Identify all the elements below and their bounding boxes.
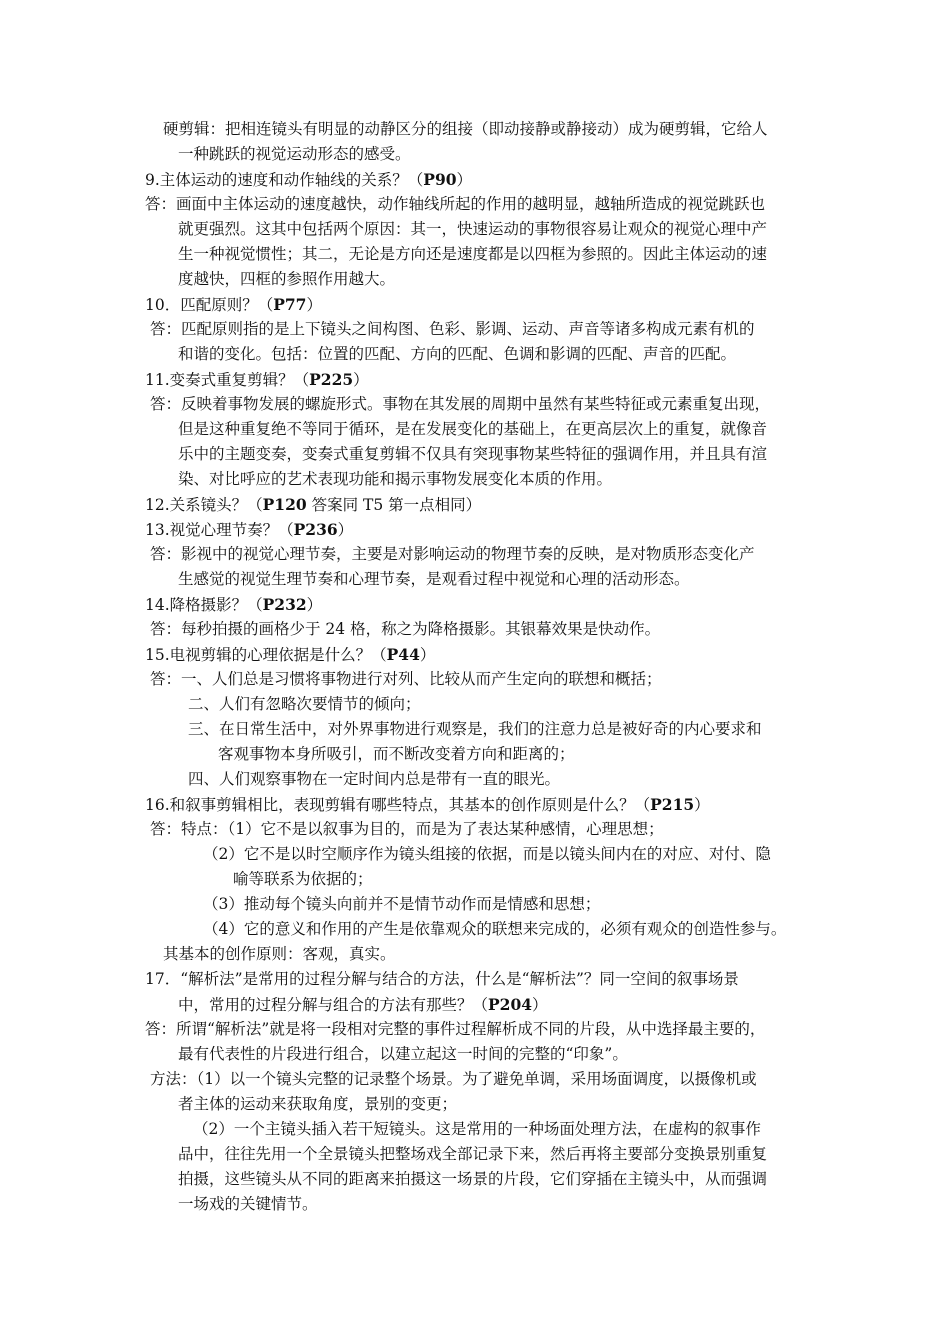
answer-line: 答：特点：（1）它不是以叙事为目的，而是为了表达某种感情，心理思想； xyxy=(150,820,664,838)
question-end: ） xyxy=(419,646,436,664)
question-text: 13.视觉心理节奏？（ xyxy=(145,521,294,539)
page-ref: P232 xyxy=(262,595,307,614)
question-heading xyxy=(145,517,353,543)
text-line: 者主体的运动来获取角度，景别的变更； xyxy=(178,1095,458,1113)
text-line: 一场戏的关键情节。 xyxy=(178,1195,318,1213)
page-ref: P120 xyxy=(262,495,307,514)
list-item: （4）它的意义和作用的产生是依靠观众的联想来完成的，必须有观众的创造性参与。 xyxy=(203,920,787,938)
text-line: 生一种视觉惯性；其二，无论是方向还是速度都是以四框为参照的。因此主体运动的速 xyxy=(178,245,768,263)
question-text: 15.电视剪辑的心理依据是什么？（ xyxy=(145,646,387,664)
question-text: 9.主体运动的速度和动作轴线的关系？（ xyxy=(145,171,424,189)
question-end: ） xyxy=(694,796,710,814)
question-text: 11.变奏式重复剪辑？（ xyxy=(145,371,310,389)
question-end: 答案同 T5 第一点相同） xyxy=(306,496,482,514)
answer-line: 答：所谓“解析法”就是将一段相对完整的事件过程解析成不同的片段，从中选择最主要的， xyxy=(145,1020,766,1038)
list-item: （2）它不是以时空顺序作为镜头组接的依据，而是以镜头间内在的对应、对付、隐 xyxy=(203,845,771,863)
page-ref: P204 xyxy=(488,995,533,1014)
text-line: 度越快，四框的参照作用越大。 xyxy=(178,270,396,288)
question-text: 中，常用的过程分解与组合的方法有那些？（ xyxy=(178,996,489,1014)
question-end: ） xyxy=(306,296,322,314)
question-text: 10．匹配原则？（ xyxy=(145,296,274,314)
text-line: 生感觉的视觉生理节奏和心理节奏，是观看过程中视觉和心理的活动形态。 xyxy=(178,570,690,588)
list-item: 二、人们有忽略次要情节的倾向； xyxy=(188,695,421,713)
question-heading xyxy=(145,792,710,818)
question-heading xyxy=(178,992,548,1018)
text-line: 拍摄，这些镜头从不同的距离来拍摄这一场景的片段，它们穿插在主镜头中，从而强调 xyxy=(178,1170,768,1188)
page-ref: P215 xyxy=(650,795,695,814)
text-line: 染、对比呼应的艺术表现功能和揭示事物发展变化本质的作用。 xyxy=(178,470,613,488)
text-line: 一种跳跃的视觉运动形态的感受。 xyxy=(178,145,411,163)
text-line: 最有代表性的片段进行组合，以建立起这一时间的完整的“印象”。 xyxy=(178,1045,628,1063)
text-line: 和谐的变化。包括：位置的匹配、方向的匹配、色调和影调的匹配、声音的匹配。 xyxy=(178,345,737,363)
question-end: ） xyxy=(337,521,354,539)
question-text: 12.关系镜头？（ xyxy=(145,496,263,514)
question-heading xyxy=(145,642,435,668)
question-heading xyxy=(145,167,472,193)
text-line: 乐中的主题变奏，变奏式重复剪辑不仅具有突现事物某些特征的强调作用，并且具有渲 xyxy=(178,445,768,463)
text-line: 其基本的创作原则：客观，真实。 xyxy=(163,945,396,963)
answer-line: 答：匹配原则指的是上下镜头之间构图、色彩、影调、运动、声音等诸多构成元素有机的 xyxy=(150,320,755,338)
question-heading: 17．“解析法”是常用的过程分解与结合的方法，什么是“解析法”？同一空间的叙事场景 xyxy=(145,970,739,988)
text-line: 就更强烈。这其中包括两个原因：其一，快速运动的事物很容易让观众的视觉心理中产 xyxy=(178,220,768,238)
question-end: ） xyxy=(532,996,548,1014)
list-item: （3）推动每个镜头向前并不是情节动作而是情感和思想； xyxy=(203,895,601,913)
question-end: ） xyxy=(456,171,473,189)
question-heading xyxy=(145,292,322,318)
text-line: 硬剪辑：把相连镜头有明显的动静区分的组接（即动接静或静接动）成为硬剪辑，它给人 xyxy=(163,120,768,138)
question-text: 16.和叙事剪辑相比，表现剪辑有哪些特点，其基本的创作原则是什么？（ xyxy=(145,796,651,814)
text-line: 品中，往往先用一个全景镜头把整场戏全部记录下来，然后再将主要部分变换景别重复 xyxy=(178,1145,768,1163)
page-ref: P77 xyxy=(273,295,307,314)
answer-line: 答：一、人们总是习惯将事物进行对列、比较从而产生定向的联想和概括； xyxy=(150,670,662,688)
text-line: 喻等联系为依据的； xyxy=(233,870,373,888)
list-item: 四、人们观察事物在一定时间内总是带有一直的眼光。 xyxy=(188,770,561,788)
question-heading xyxy=(145,592,322,618)
list-item: 三、在日常生活中，对外界事物进行观察是，我们的注意力总是被好奇的内心要求和 xyxy=(188,720,762,738)
page-ref: P225 xyxy=(309,370,354,389)
answer-line: 答：影视中的视觉心理节奏，主要是对影响运动的物理节奏的反映，是对物质形态变化产 xyxy=(150,545,755,563)
list-item: （2）一个主镜头插入若干短镜头。这是常用的一种场面处理方法，在虚构的叙事作 xyxy=(193,1120,761,1138)
answer-line: 答：每秒拍摄的画格少于 24 格，称之为降格摄影。其银幕效果是快动作。 xyxy=(150,620,661,638)
question-heading xyxy=(145,367,369,393)
question-text: 14.降格摄影？（ xyxy=(145,596,263,614)
question-heading xyxy=(145,492,481,518)
question-end: ） xyxy=(353,371,369,389)
text-line: 但是这种重复绝不等同于循环，是在发展变化的基础上，在更高层次上的重复，就像音 xyxy=(178,420,768,438)
answer-line: 答：画面中主体运动的速度越快，动作轴线所起的作用的越明显，越轴所造成的视觉跳跃也 xyxy=(145,195,766,213)
page-ref: P44 xyxy=(386,645,420,664)
text-line: 方法：（1）以一个镜头完整的记录整个场景。为了避免单调，采用场面调度，以摄像机或 xyxy=(150,1070,757,1088)
page-ref: P236 xyxy=(293,520,338,539)
page-ref: P90 xyxy=(423,170,457,189)
answer-line: 答：反映着事物发展的螺旋形式。事物在其发展的周期中虽然有某些特征或元素重复出现， xyxy=(150,395,771,413)
question-end: ） xyxy=(306,596,323,614)
text-line: 客观事物本身所吸引，而不断改变着方向和距离的； xyxy=(218,745,575,763)
